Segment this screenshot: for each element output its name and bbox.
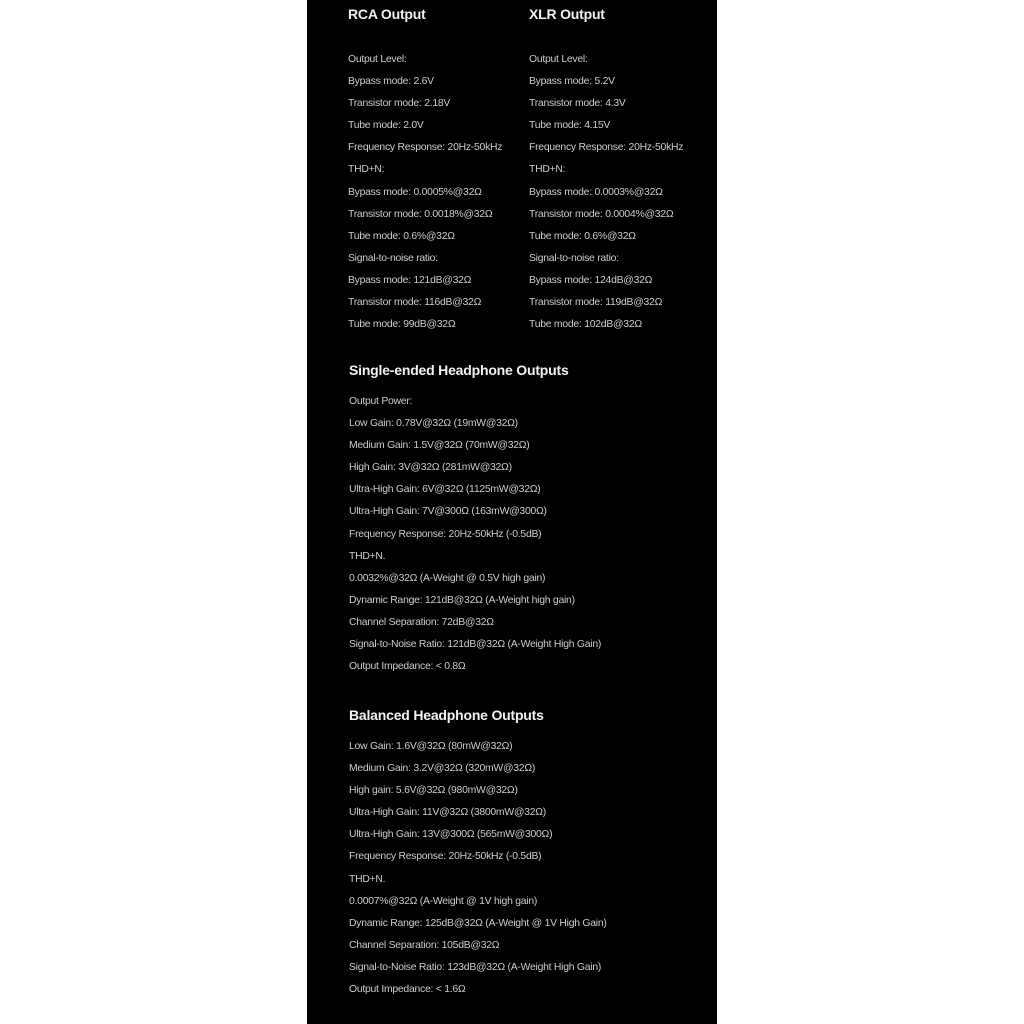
spec-line: Ultra-High Gain: 6V@32Ω (1125mW@32Ω) <box>349 484 541 496</box>
spec-line: Signal-to-Noise Ratio: 121dB@32Ω (A-Weight High Gain) <box>349 639 602 651</box>
spec-line: Frequency Response: 20Hz-50kHz (-0.5dB) <box>349 528 542 540</box>
spec-line: Tube mode: 2.0V <box>348 120 424 132</box>
spec-line: Transistor mode: 2.18V <box>348 98 451 110</box>
spec-line: Channel Separation: 72dB@32Ω <box>349 616 494 628</box>
balanced-heading: Balanced Headphone Outputs <box>349 707 544 723</box>
single-ended-heading: Single-ended Headphone Outputs <box>349 362 569 378</box>
spec-line: Tube mode: 0.6%@32Ω <box>348 230 455 242</box>
spec-line: Transistor mode: 116dB@32Ω <box>348 297 482 309</box>
spec-line: THD+N: <box>529 164 566 176</box>
spec-line: Tube mode: 99dB@32Ω <box>348 319 456 331</box>
spec-line: THD+N. <box>349 550 386 562</box>
spec-line: Bypass mode: 121dB@32Ω <box>348 274 472 286</box>
spec-line: Frequency Response: 20Hz-50kHz <box>529 142 684 154</box>
spec-line: Tube mode: 0.6%@32Ω <box>529 230 636 242</box>
spec-line: Output Level: <box>529 54 588 65</box>
spec-line: Medium Gain: 1.5V@32Ω (70mW@32Ω) <box>349 440 530 452</box>
spec-line: Low Gain: 0.78V@32Ω (19mW@32Ω) <box>349 418 518 430</box>
rca-output-specs <box>348 53 502 340</box>
spec-line: Tube mode: 102dB@32Ω <box>529 319 642 331</box>
spec-line: Signal-to-noise ratio: <box>529 252 619 264</box>
xlr-output-heading: XLR Output <box>529 6 605 22</box>
spec-line: 0.0032%@32Ω (A-Weight @ 0.5V high gain) <box>349 572 546 584</box>
spec-line: Frequency Response: 20Hz-50kHz <box>348 142 503 154</box>
spec-line: High gain: 5.6V@32Ω (980mW@32Ω) <box>349 785 518 797</box>
spec-line: Signal-to-noise ratio: <box>348 252 438 264</box>
spec-line: Ultra-High Gain: 13V@300Ω (565mW@300Ω) <box>349 829 553 841</box>
spec-line: Transistor mode: 0.0018%@32Ω <box>348 208 493 220</box>
spec-line: Signal-to-Noise Ratio: 123dB@32Ω (A-Weight High Gain) <box>349 961 602 973</box>
spec-line: High Gain: 3V@32Ω (281mW@32Ω) <box>349 462 512 474</box>
spec-line: Frequency Response: 20Hz-50kHz (-0.5dB) <box>349 851 542 863</box>
spec-line: Output Power: <box>349 396 413 407</box>
xlr-output-specs <box>529 53 683 340</box>
spec-line: Bypass mode: 0.0005%@32Ω <box>348 186 482 198</box>
spec-line: Output Impedance: < 0.8Ω <box>349 661 466 673</box>
spec-line: Ultra-High Gain: 7V@300Ω (163mW@300Ω) <box>349 506 547 518</box>
spec-panel <box>307 0 717 1024</box>
spec-line: Ultra-High Gain: 11V@32Ω (3800mW@32Ω) <box>349 807 546 819</box>
spec-line: THD+N. <box>349 873 386 885</box>
spec-line: Output Level: <box>348 54 407 65</box>
rca-output-heading: RCA Output <box>348 6 426 22</box>
spec-line: Bypass mode: 124dB@32Ω <box>529 274 653 286</box>
spec-line: Low Gain: 1.6V@32Ω (80mW@32Ω) <box>349 741 513 752</box>
spec-line: 0.0007%@32Ω (A-Weight @ 1V high gain) <box>349 895 538 907</box>
spec-line: Output Impedance: < 1.6Ω <box>349 984 466 996</box>
spec-line: Bypass mode: 5.2V <box>529 76 615 88</box>
balanced-specs <box>349 740 607 1005</box>
spec-line: Channel Separation: 105dB@32Ω <box>349 939 500 951</box>
spec-line: Transistor mode: 0.0004%@32Ω <box>529 208 674 220</box>
spec-line: Bypass mode: 0.0003%@32Ω <box>529 186 663 198</box>
spec-line: Tube mode: 4.15V <box>529 120 611 132</box>
single-ended-specs <box>349 395 601 682</box>
spec-line: Medium Gain: 3.2V@32Ω (320mW@32Ω) <box>349 763 536 775</box>
spec-line: Transistor mode: 4.3V <box>529 98 626 110</box>
spec-line: Dynamic Range: 121dB@32Ω (A-Weight high gain) <box>349 594 575 606</box>
spec-line: Transistor mode: 119dB@32Ω <box>529 297 663 309</box>
spec-line: THD+N: <box>348 164 385 176</box>
spec-line: Dynamic Range: 125dB@32Ω (A-Weight @ 1V High Gain) <box>349 917 607 929</box>
spec-line: Bypass mode: 2.6V <box>348 76 434 88</box>
